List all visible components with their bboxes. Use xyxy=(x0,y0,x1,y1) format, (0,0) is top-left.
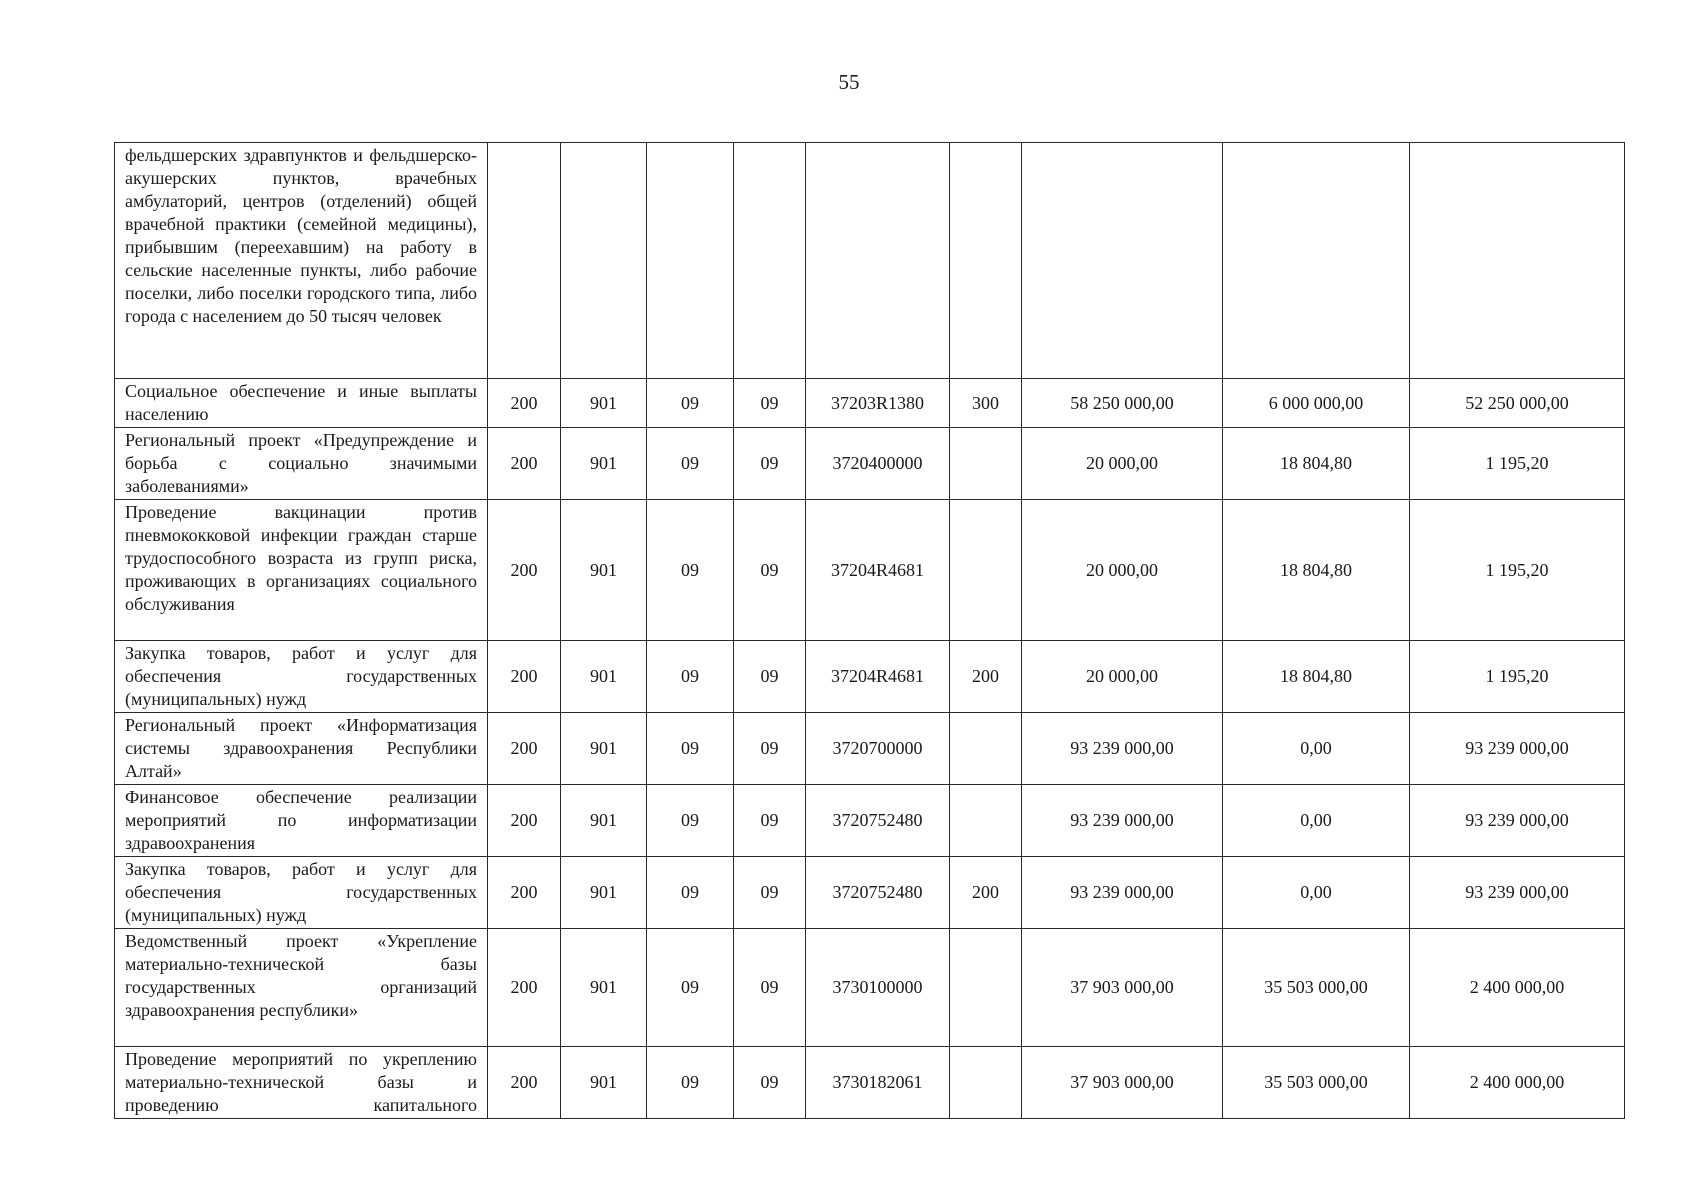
cell-subsection-code: 09 xyxy=(734,1047,806,1119)
cell-subsection-code: 09 xyxy=(734,929,806,1047)
cell-expense-type xyxy=(950,929,1022,1047)
cell-amount-total xyxy=(1022,143,1223,379)
row-description: Ведомственный проект «Укрепление материально-технической базы государственных организаций здравоохранения республики» xyxy=(115,929,488,1047)
cell-section-code: 09 xyxy=(647,641,734,713)
cell-amount-part2: 2 400 000,00 xyxy=(1410,929,1625,1047)
cell-target-article: 37204R4681 xyxy=(806,500,950,641)
cell-admin-code: 200 xyxy=(488,379,561,428)
cell-target-article: 3720752480 xyxy=(806,857,950,929)
cell-admin-code: 200 xyxy=(488,785,561,857)
cell-amount-total: 93 239 000,00 xyxy=(1022,857,1223,929)
cell-amount-total: 58 250 000,00 xyxy=(1022,379,1223,428)
cell-target-article: 3730100000 xyxy=(806,929,950,1047)
cell-section-code: 09 xyxy=(647,500,734,641)
cell-section-code: 09 xyxy=(647,857,734,929)
cell-ministry-code: 901 xyxy=(561,785,647,857)
cell-expense-type: 200 xyxy=(950,857,1022,929)
cell-target-article xyxy=(806,143,950,379)
cell-admin-code: 200 xyxy=(488,713,561,785)
cell-expense-type xyxy=(950,143,1022,379)
cell-admin-code: 200 xyxy=(488,428,561,500)
cell-expense-type xyxy=(950,1047,1022,1119)
table-row xyxy=(115,857,1625,929)
cell-amount-total: 93 239 000,00 xyxy=(1022,785,1223,857)
cell-amount-part2: 1 195,20 xyxy=(1410,641,1625,713)
cell-section-code xyxy=(647,143,734,379)
cell-ministry-code: 901 xyxy=(561,641,647,713)
cell-amount-part1: 6 000 000,00 xyxy=(1223,379,1410,428)
cell-amount-part1 xyxy=(1223,143,1410,379)
cell-section-code: 09 xyxy=(647,379,734,428)
cell-subsection-code: 09 xyxy=(734,785,806,857)
cell-section-code: 09 xyxy=(647,929,734,1047)
cell-target-article: 3720700000 xyxy=(806,713,950,785)
table-row xyxy=(115,713,1625,785)
cell-subsection-code: 09 xyxy=(734,500,806,641)
cell-section-code: 09 xyxy=(647,785,734,857)
cell-section-code: 09 xyxy=(647,1047,734,1119)
cell-ministry-code: 901 xyxy=(561,379,647,428)
cell-ministry-code: 901 xyxy=(561,713,647,785)
table-row xyxy=(115,428,1625,500)
cell-amount-part1: 35 503 000,00 xyxy=(1223,929,1410,1047)
cell-section-code: 09 xyxy=(647,713,734,785)
cell-expense-type xyxy=(950,713,1022,785)
cell-admin-code: 200 xyxy=(488,929,561,1047)
table-row xyxy=(115,143,1625,379)
cell-target-article: 3720752480 xyxy=(806,785,950,857)
cell-target-article: 3720400000 xyxy=(806,428,950,500)
cell-amount-part2: 93 239 000,00 xyxy=(1410,785,1625,857)
cell-amount-part1: 18 804,80 xyxy=(1223,428,1410,500)
cell-amount-part1: 18 804,80 xyxy=(1223,641,1410,713)
table-row xyxy=(115,641,1625,713)
table-row xyxy=(115,379,1625,428)
table-row xyxy=(115,500,1625,641)
cell-ministry-code: 901 xyxy=(561,428,647,500)
cell-subsection-code: 09 xyxy=(734,428,806,500)
table-row xyxy=(115,1047,1625,1119)
cell-amount-part2: 1 195,20 xyxy=(1410,500,1625,641)
cell-expense-type: 300 xyxy=(950,379,1022,428)
row-description: Проведение мероприятий по укреплению материально-технической базы и проведению капитального xyxy=(115,1047,488,1119)
row-description: Закупка товаров, работ и услуг для обеспечения государственных (муниципальных) нужд xyxy=(115,857,488,929)
cell-subsection-code: 09 xyxy=(734,713,806,785)
cell-subsection-code: 09 xyxy=(734,641,806,713)
cell-admin-code xyxy=(488,143,561,379)
cell-amount-part1: 0,00 xyxy=(1223,857,1410,929)
cell-ministry-code: 901 xyxy=(561,500,647,641)
cell-amount-part2: 1 195,20 xyxy=(1410,428,1625,500)
cell-amount-total: 20 000,00 xyxy=(1022,428,1223,500)
cell-amount-part2: 93 239 000,00 xyxy=(1410,857,1625,929)
cell-ministry-code: 901 xyxy=(561,929,647,1047)
cell-section-code: 09 xyxy=(647,428,734,500)
cell-amount-total: 37 903 000,00 xyxy=(1022,929,1223,1047)
cell-admin-code: 200 xyxy=(488,857,561,929)
cell-amount-total: 93 239 000,00 xyxy=(1022,713,1223,785)
row-description: Региональный проект «Информатизация системы здравоохранения Республики Алтай» xyxy=(115,713,488,785)
cell-target-article: 3730182061 xyxy=(806,1047,950,1119)
cell-amount-total: 20 000,00 xyxy=(1022,641,1223,713)
cell-admin-code: 200 xyxy=(488,500,561,641)
cell-target-article: 37203R1380 xyxy=(806,379,950,428)
cell-amount-part2: 2 400 000,00 xyxy=(1410,1047,1625,1119)
page-number: 55 xyxy=(838,70,860,94)
cell-amount-part1: 0,00 xyxy=(1223,785,1410,857)
cell-admin-code: 200 xyxy=(488,641,561,713)
row-description: Проведение вакцинации против пневмококковой инфекции граждан старше трудоспособного возраста из групп риска, проживающих в организациях социального обслуживания xyxy=(115,500,488,641)
cell-subsection-code: 09 xyxy=(734,379,806,428)
cell-ministry-code: 901 xyxy=(561,1047,647,1119)
cell-expense-type xyxy=(950,785,1022,857)
cell-ministry-code xyxy=(561,143,647,379)
cell-admin-code: 200 xyxy=(488,1047,561,1119)
cell-amount-part2 xyxy=(1410,143,1625,379)
cell-amount-part2: 93 239 000,00 xyxy=(1410,713,1625,785)
cell-amount-part1: 18 804,80 xyxy=(1223,500,1410,641)
cell-expense-type: 200 xyxy=(950,641,1022,713)
row-description: Региональный проект «Предупреждение и борьба с социально значимыми заболеваниями» xyxy=(115,428,488,500)
row-description: Социальное обеспечение и иные выплаты населению xyxy=(115,379,488,428)
budget-table xyxy=(114,142,1625,1119)
row-description: Финансовое обеспечение реализации мероприятий по информатизации здравоохранения xyxy=(115,785,488,857)
row-description: Закупка товаров, работ и услуг для обеспечения государственных (муниципальных) нужд xyxy=(115,641,488,713)
cell-ministry-code: 901 xyxy=(561,857,647,929)
table-row xyxy=(115,785,1625,857)
row-description: фельдшерских здравпунктов и фельдшерско-акушерских пунктов, врачебных амбулаторий, центров (отделений) общей врачебной практики (семейной медицины), прибывшим (переехавшим) на работу в сельские населенные пункты, либо рабочие поселки, либо поселки городского типа, либо города с населением до 50 тысяч человек xyxy=(115,143,488,379)
cell-subsection-code xyxy=(734,143,806,379)
cell-subsection-code: 09 xyxy=(734,857,806,929)
cell-expense-type xyxy=(950,500,1022,641)
cell-amount-part1: 35 503 000,00 xyxy=(1223,1047,1410,1119)
cell-amount-total: 20 000,00 xyxy=(1022,500,1223,641)
cell-amount-part1: 0,00 xyxy=(1223,713,1410,785)
cell-amount-part2: 52 250 000,00 xyxy=(1410,379,1625,428)
cell-expense-type xyxy=(950,428,1022,500)
cell-target-article: 37204R4681 xyxy=(806,641,950,713)
table-row xyxy=(115,929,1625,1047)
cell-amount-total: 37 903 000,00 xyxy=(1022,1047,1223,1119)
